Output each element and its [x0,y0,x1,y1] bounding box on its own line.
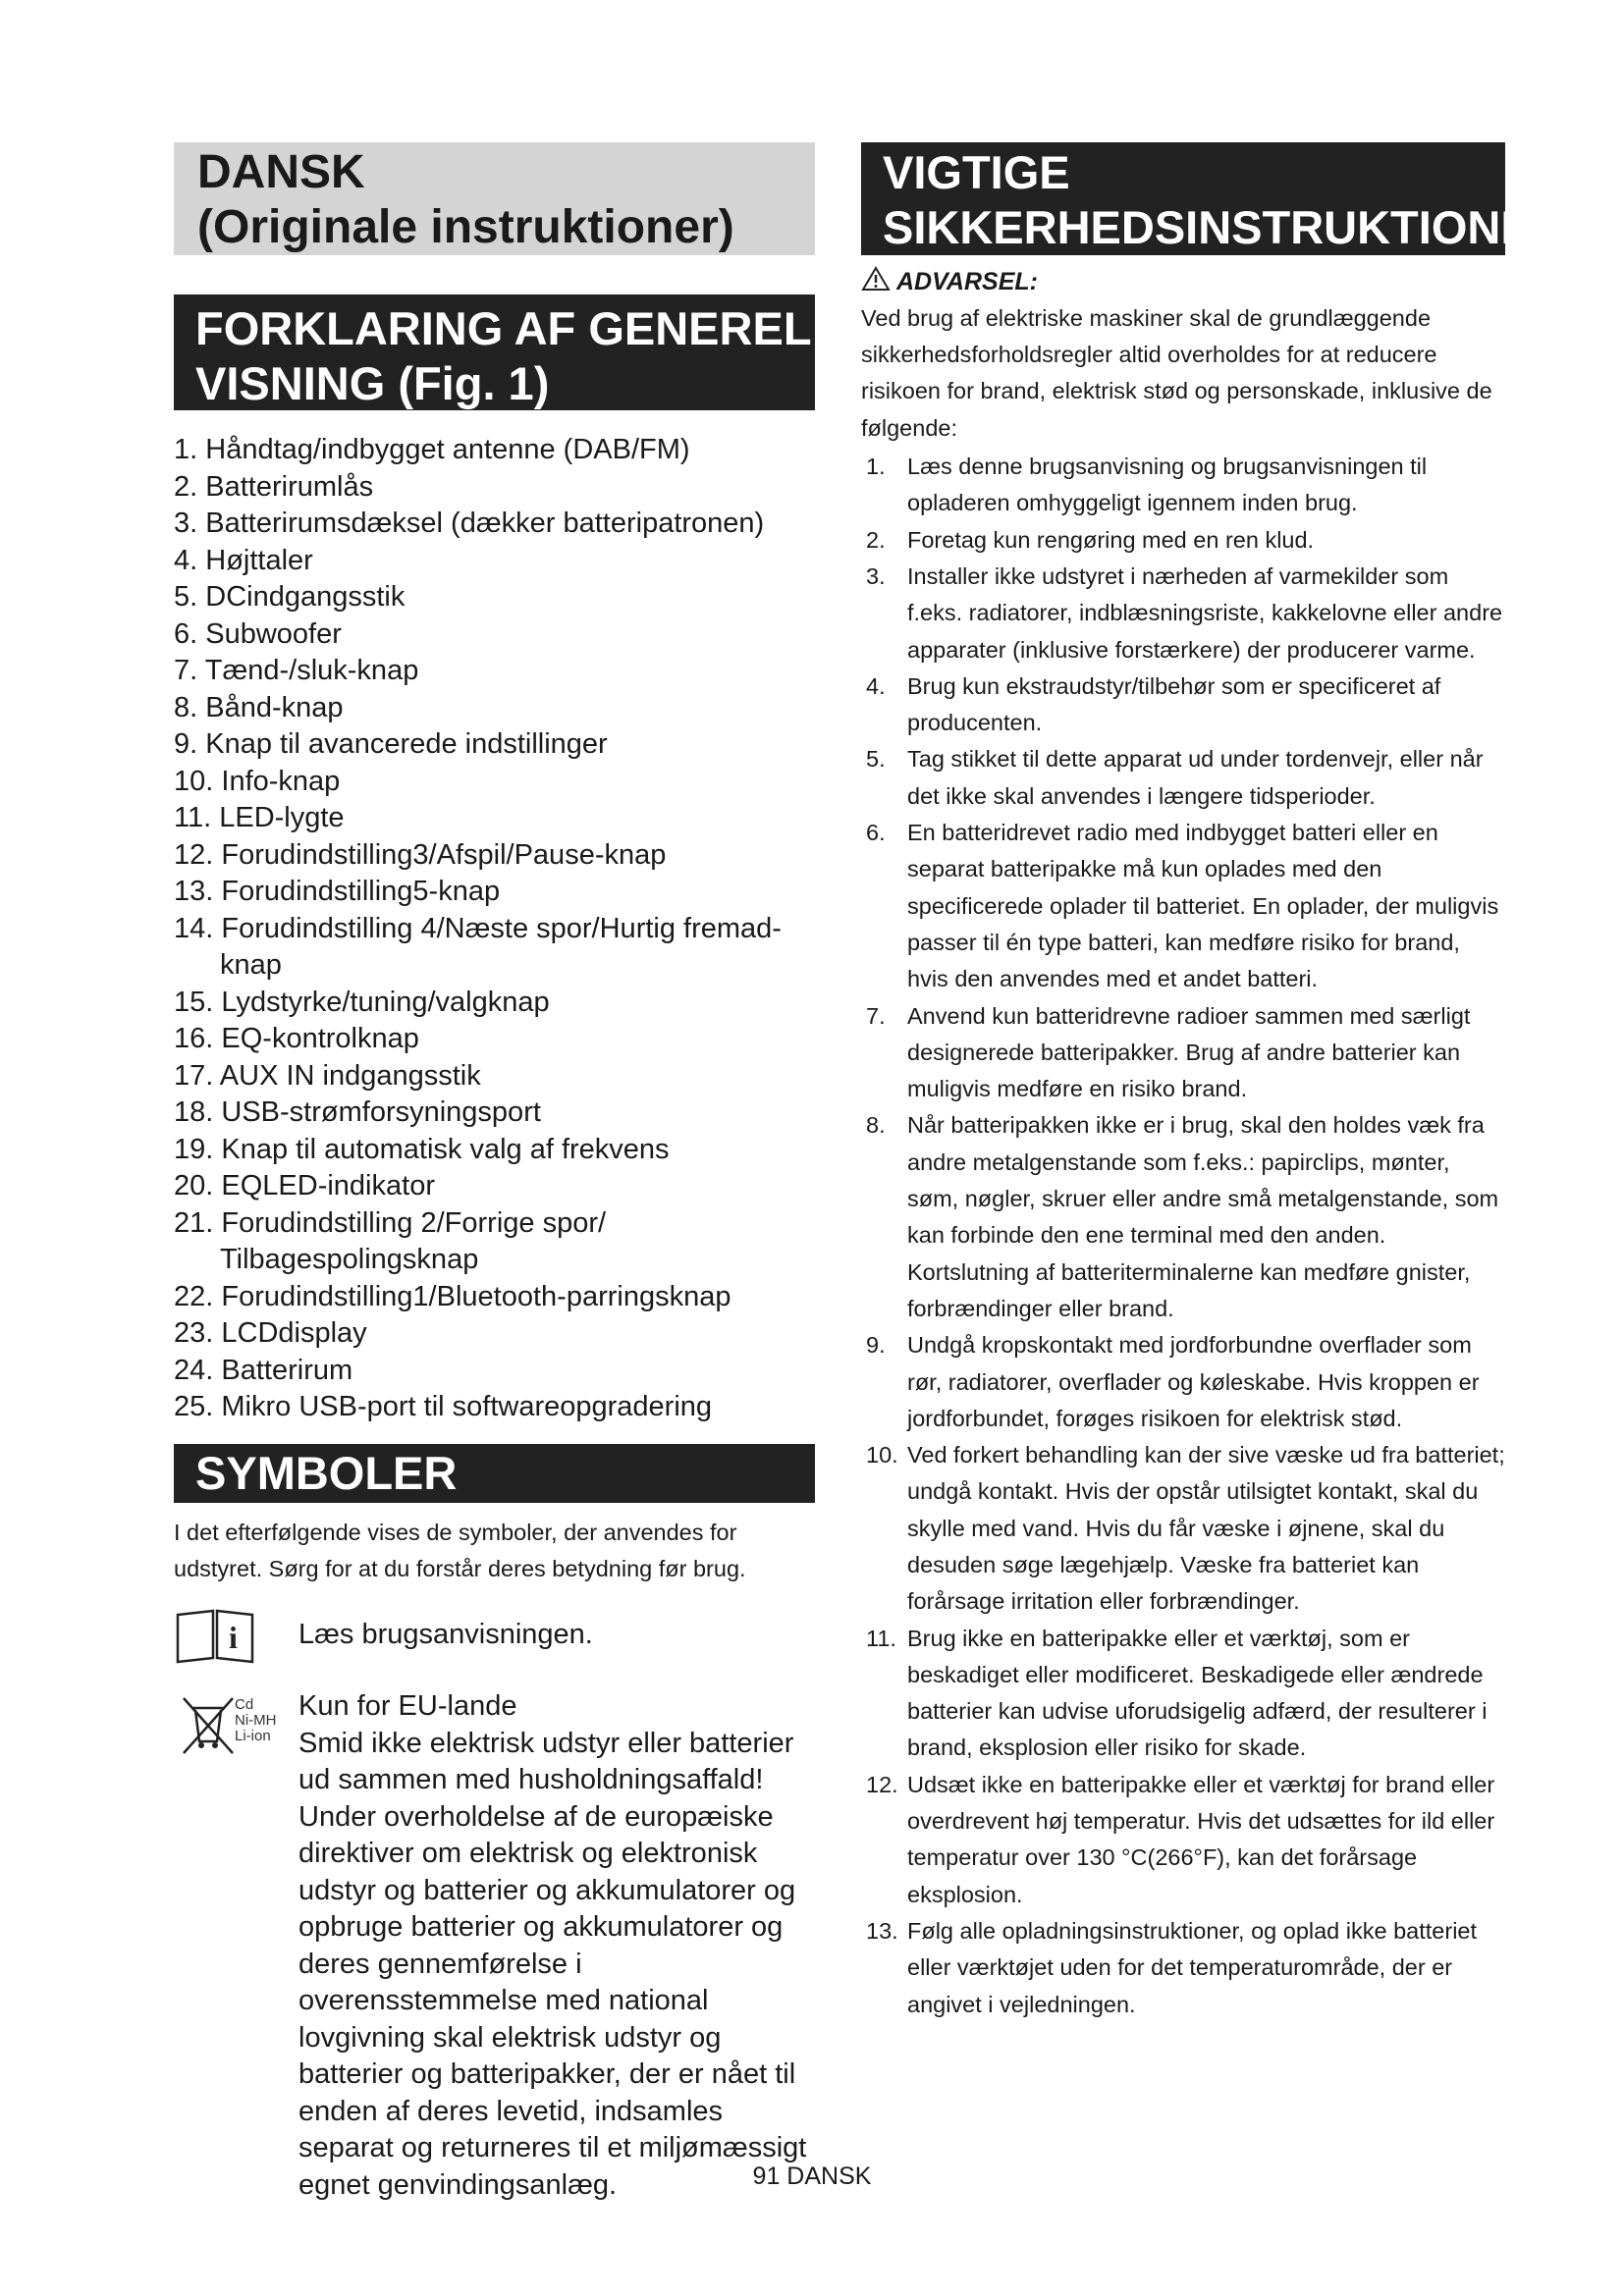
general-view-item-number: 6. [174,617,198,650]
safety-item-number: 4. [866,672,886,699]
safety-item-number: 13. [866,1917,898,1944]
safety-title-line-1: VIGTIGE [883,146,1070,198]
general-view-item-number: 19. [174,1133,214,1165]
symbols-heading: SYMBOLER [174,1444,815,1503]
weee-label-liion: Li-ion [235,1728,271,1744]
general-view-item [174,837,815,875]
general-view-item-number: 10. [174,765,214,797]
safety-item [861,668,1505,742]
general-view-item-text: Håndtag/indbygget antenne (DAB/FM) [205,434,690,465]
safety-item [861,449,1505,522]
general-view-heading [174,294,815,410]
general-view-item-text: Lydstyrke/tuning/valgknap [221,986,550,1018]
general-view-list [174,432,815,1426]
general-view-item-number: 13. [174,876,214,907]
safety-item-text: Udsæt ikke en batteripakke eller et værktøj for brand eller overdrevent høj temperatur. Hvis det udsættes for ild eller temperatur over 130 °C(266°F), kan det forårsage eksplosion. [907,1771,1495,1907]
safety-item-number: 10. [866,1442,898,1468]
book-info-icon [174,1607,256,1669]
general-view-item [174,1205,815,1279]
general-view-item-number: 22. [174,1280,214,1312]
general-view-item [174,690,815,727]
safety-title [861,142,1565,255]
general-view-item-text: Forudindstilling 2/Forrige spor/ [221,1206,607,1239]
general-view-item-number: 2. [174,470,198,503]
general-view-item [174,874,815,911]
general-view-item [174,1389,815,1426]
general-view-item-number: 11. [174,802,212,833]
general-view-item-number: 9. [174,728,198,760]
safety-item [861,1767,1505,1913]
general-view-item-text: Subwoofer [205,617,342,650]
main-title [174,142,815,255]
safety-item [861,998,1505,1108]
symbol-read-manual [174,1607,815,1654]
safety-item-text: Læs denne brugsanvisning og brugsanvisningen til opladeren omhyggeligt igennem inden brug. [907,454,1428,516]
book-info-icon-label: i [229,1619,238,1655]
general-view-item-text: Forudindstilling 4/Næste spor/Hurtig fremad- [221,912,782,944]
left-column [174,142,815,2204]
safety-item [861,1327,1505,1437]
general-view-item-text: Tænd-/sluk-knap [204,655,419,686]
general-view-item-number: 15. [174,986,214,1018]
safety-item-number: 1. [866,454,886,480]
right-column [861,142,1565,2023]
general-view-item [174,506,815,543]
general-view-item-number: 12. [174,838,214,871]
safety-item-number: 3. [866,562,886,589]
main-title-line-1: DANSK [197,146,365,198]
safety-item-text: Tag stikket til dette apparat ud under tordenvejr, eller når det ikke skal anvendes i længere tidsperioder. [907,746,1484,809]
general-view-item [174,1353,815,1390]
symbol-read-text: Læs brugsanvisningen. [298,1618,593,1650]
symbols-intro: I det efterfølgende vises de symboler, der anvendes for udstyret. Sørg for at du forstår deres betydning før brug. [174,1519,746,1581]
safety-item [861,1913,1505,2023]
general-view-item-text: EQ-kontrolknap [221,1023,419,1054]
safety-item-text: Installer ikke udstyret i nærheden af varmekilder som f.eks. radiatorer, indblæsningsriste, kakkelovne eller andre apparater (inklusive forstærkere) der producerer varme. [907,562,1503,663]
safety-item-text: Anvend kun batteridrevne radioer sammen med særligt designerede batteripakker. Brug af andre batterier kan muligvis medføre en risiko brand. [907,1002,1471,1102]
general-view-item-number: 17. [174,1059,214,1092]
safety-item-number: 5. [866,746,886,773]
general-view-item-text: Forudindstilling5-knap [221,876,501,907]
general-view-item-number: 4. [174,544,198,576]
main-title-line-2: (Originale instruktioner) [197,201,734,253]
general-view-item-text: Højttaler [205,544,313,576]
safety-item-number: 9. [866,1332,886,1359]
general-view-item-text: Bånd-knap [205,691,344,723]
general-view-item-number: 14. [174,912,214,944]
safety-item [861,1621,1505,1767]
general-view-item [174,1315,815,1353]
crossed-bin-icon [174,1694,292,1768]
general-view-item-text: EQLED-indikator [221,1170,435,1201]
safety-item [861,1107,1505,1327]
general-view-item-number: 21. [174,1206,214,1239]
general-view-item-number: 24. [174,1354,214,1386]
general-view-item-continuation: Tilbagespolingsknap [220,1244,479,1275]
safety-item [861,559,1505,668]
warning-label: ADVARSEL: [896,268,1038,295]
general-view-item [174,800,815,837]
general-view-item-text: Batterirum [221,1354,353,1386]
general-view-item-number: 1. [174,434,198,465]
general-view-item-number: 7. [174,655,198,686]
general-view-item [174,469,815,507]
general-view-item [174,1021,815,1058]
general-view-item [174,1132,815,1169]
safety-item-number: 6. [866,820,886,846]
warning-intro: Ved brug af elektriske maskiner skal de grundlæggende sikkerhedsforholdsregler altid overholdes for at reducere risikoen for brand, elektrisk stød og personskade, inklusive de følgende: [861,304,1492,441]
general-view-item-number: 5. [174,581,198,613]
general-view-item [174,911,815,985]
safety-item-text: Når batteripakken ikke er i brug, skal den holdes væk fra andre metalgenstande som f.eks.: papirclips, mønter, søm, nøgler, skruer eller andre små metalgenstande, som kan forbinde den ene terminal med den anden. Kortslutning af batteriterminalerne kan medføre gnister, forbrændinger eller brand. [907,1112,1499,1321]
safety-item-text: Følg alle opladningsinstruktioner, og oplad ikke batteriet eller værktøjet uden for det temperaturområde, der er angivet i vejledningen. [907,1917,1478,2017]
general-view-item-number: 8. [174,691,198,723]
general-view-item-number: 20. [174,1170,214,1201]
safety-item-number: 12. [866,1771,898,1797]
general-view-item-number: 16. [174,1023,214,1054]
page-footer: 91 DANSK [752,2163,872,2190]
general-view-item-number: 18. [174,1096,214,1128]
general-view-item [174,1168,815,1205]
safety-item-number: 7. [866,1002,886,1029]
general-view-item-number: 25. [174,1391,214,1422]
safety-item-text: Brug kun ekstraudstyr/tilbehør som er specificeret af producenten. [907,672,1441,736]
safety-item-number: 2. [866,526,886,553]
general-view-item [174,543,815,580]
general-view-item [174,985,815,1022]
safety-item [861,1437,1505,1620]
safety-item-text: Undgå kropskontakt med jordforbundne overflader som rør, radiatorer, overflader og køleskabe. Hvis kroppen er jordforbundet, forøges risikoen for elektrisk stød. [907,1332,1480,1431]
general-view-item [174,764,815,801]
general-view-item [174,653,815,690]
general-view-item-text: Knap til avancerede indstillinger [205,728,608,760]
general-view-item-text: Forudindstilling1/Bluetooth-parringsknap [221,1280,731,1312]
general-view-item [174,726,815,764]
symbol-weee-text: Smid ikke elektrisk udstyr eller batterier ud sammen med husholdningsaffald! Under overholdelse af de europæiske direktiver om elektrisk og elektronisk udstyr og batterier og akkumulatorer og opbruge batterier og akkumulatorer og deres gennemførelse i overensstemmelse med national lovgivning skal elektrisk udstyr og batterier og batteripakker, der er nået til enden af deres levetid, indsamles separat og returneres til et miljømæssigt egnet genvindingsanlæg. [298,1727,807,2201]
general-view-item-number: 3. [174,507,198,539]
general-view-item-text: Batterirumsdæksel (dækker batteripatronen) [205,507,765,539]
general-view-item-text: DCindgangsstik [205,581,406,613]
symbol-weee-title: Kun for EU-lande [298,1690,517,1722]
safety-item [861,815,1505,997]
general-view-item-text: LCDdisplay [221,1317,367,1349]
general-view-item-text: USB-strømforsyningsport [221,1096,541,1128]
general-view-heading-line-1: FORKLARING AF GENEREL [195,302,812,354]
general-view-item-text: Forudindstilling3/Afspil/Pause-knap [221,838,667,871]
safety-item [861,522,1505,559]
general-view-item [174,616,815,654]
general-view-item-text: Knap til automatisk valg af frekvens [221,1133,670,1165]
general-view-item [174,432,815,469]
safety-title-line-2: SIKKERHEDSINSTRUKTIONER [883,201,1565,253]
general-view-item-text: AUX IN indgangsstik [219,1059,481,1092]
general-view-item [174,579,815,616]
general-view-item-continuation: knap [220,949,282,981]
general-view-item-text: Batterirumlås [205,470,374,503]
safety-item [861,741,1505,815]
safety-item-text: Ved forkert behandling kan der sive væske ud fra batteriet; undgå kontakt. Hvis der opstår utilsigtet kontakt, skal du skylle med vand. Hvis du får væske i øjnene, skal du desuden søge lægehjælp. Væske fra batteriet kan forårsage irritation eller forbrændinger. [907,1442,1505,1615]
warning-triangle-icon [861,266,891,300]
safety-item-text: Foretag kun rengøring med en ren klud. [907,526,1315,553]
general-view-item [174,1095,815,1132]
weee-label-cd: Cd [235,1696,254,1713]
general-view-heading-line-2: VISNING (Fig. 1) [195,357,550,409]
weee-label-nimh: Ni-MH [235,1712,277,1729]
general-view-item-text: LED-lygte [219,802,345,833]
general-view-item-text: Info-knap [221,765,341,797]
general-view-item-text: Mikro USB-port til softwareopgradering [221,1391,713,1422]
safety-item-text: Brug ikke en batteripakke eller et værktøj, som er beskadiget eller modificeret. Beskadigede eller ændrede batterier kan udvise uforudsigelig adfærd, der resulterer i brand, eksplosion eller risiko for skade. [907,1625,1488,1761]
safety-item-number: 8. [866,1112,886,1139]
general-view-item-number: 23. [174,1317,214,1349]
safety-item-text: En batteridrevet radio med indbygget batteri eller en separat batteripakke må kun oplades med den specificerede oplader til batteriet. En oplader, der muligvis passer til én type batteri, kan medføre risiko for brand, hvis den anvendes med et andet batteri. [907,820,1499,992]
safety-item-number: 11. [866,1625,896,1651]
safety-list [861,449,1505,2023]
general-view-item [174,1058,815,1095]
warning-heading [861,265,1505,300]
symbol-weee [174,1688,815,2204]
general-view-item [174,1279,815,1316]
